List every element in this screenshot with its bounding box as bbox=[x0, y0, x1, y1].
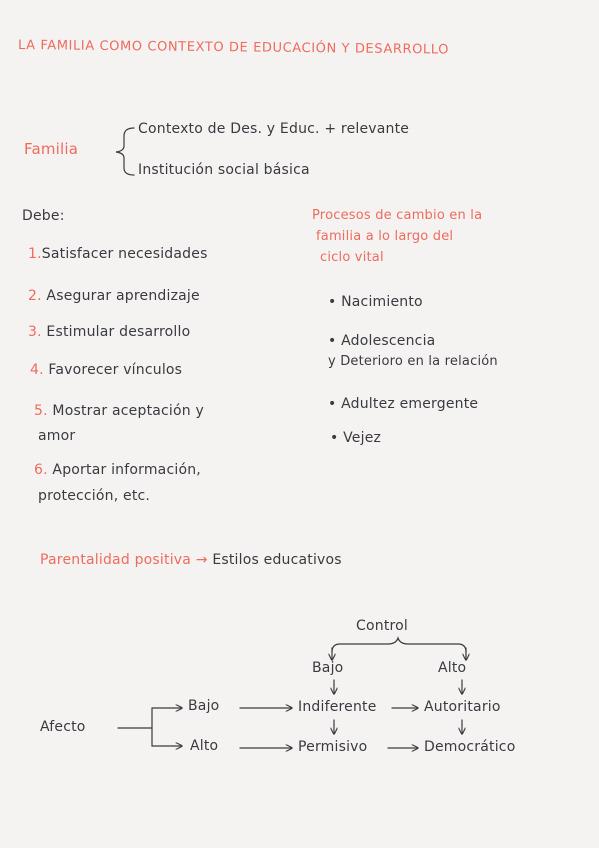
diagram-afecto: Afecto bbox=[40, 719, 86, 735]
procesos-item-1: • Nacimiento bbox=[328, 294, 423, 310]
procesos-item-4: • Vejez bbox=[330, 430, 382, 446]
familia-label: Familia bbox=[24, 140, 79, 158]
debe-item-5-text: Mostrar aceptación y bbox=[52, 403, 204, 419]
procesos-item-2: • Adolescencia bbox=[328, 333, 436, 349]
control-brace bbox=[332, 638, 466, 652]
procesos-title-3: ciclo vital bbox=[320, 250, 384, 265]
debe-item-1-num: 1. bbox=[28, 246, 42, 262]
debe-item-4-text: Favorecer vínculos bbox=[48, 362, 183, 378]
debe-item-3-text: Estimular desarrollo bbox=[46, 324, 191, 340]
debe-item-6-cont: protección, etc. bbox=[38, 488, 151, 504]
procesos-item-2-cont: y Deterioro en la relación bbox=[328, 354, 498, 369]
debe-item-2-num: 2. bbox=[28, 288, 42, 304]
parentalidad-text: Estilos educativos bbox=[212, 552, 342, 568]
debe-item-2-text: Asegurar aprendizaje bbox=[46, 288, 200, 304]
diagram-bajo-top: Bajo bbox=[312, 660, 344, 676]
diagram-indiferente: Indiferente bbox=[298, 699, 377, 715]
debe-label: Debe: bbox=[22, 208, 65, 224]
debe-item-5-cont: amor bbox=[38, 428, 76, 444]
diagram-autoritario: Autoritario bbox=[424, 699, 501, 715]
procesos-item-3: • Adultez emergente bbox=[328, 396, 479, 412]
familia-item-2: Institución social básica bbox=[138, 162, 310, 178]
procesos-title-1: Procesos de cambio en la bbox=[312, 208, 483, 223]
debe-item-3-num: 3. bbox=[28, 324, 42, 340]
page-title: LA FAMILIA COMO CONTEXTO DE EDUCACIÓN Y DESARROLLO bbox=[17, 38, 450, 58]
diagram-control: Control bbox=[356, 618, 409, 634]
familia-item-1: Contexto de Des. y Educ. + relevante bbox=[138, 121, 410, 137]
diagram-alto-top: Alto bbox=[438, 660, 467, 676]
debe-item-4-num: 4. bbox=[30, 362, 44, 378]
parentalidad-label: Parentalidad positiva bbox=[40, 552, 192, 568]
familia-brace bbox=[116, 128, 134, 175]
parentalidad-arrow: → bbox=[195, 552, 208, 568]
debe-item-1-text: Satisfacer necesidades bbox=[41, 246, 208, 262]
debe-item-6-text: Aportar información, bbox=[52, 462, 201, 478]
diagram-bajo: Bajo bbox=[188, 698, 220, 714]
diagram-democratico: Democrático bbox=[424, 739, 516, 755]
diagram-permisivo: Permisivo bbox=[298, 739, 368, 755]
procesos-title-2: familia a lo largo del bbox=[316, 229, 454, 244]
diagram-alto: Alto bbox=[190, 738, 219, 754]
debe-item-6-num: 6. bbox=[34, 462, 48, 478]
debe-item-5-num: 5. bbox=[34, 403, 48, 419]
